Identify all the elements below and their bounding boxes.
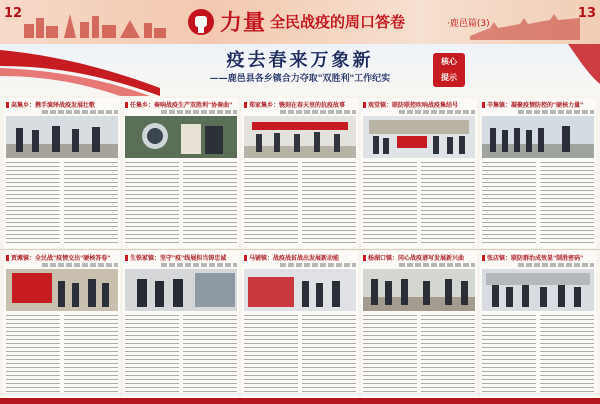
sub-title: ——鹿邑县各乡镇合力夺取"双胜利"工作纪实 [209,74,391,84]
article-photo [6,116,118,158]
article-byline [280,263,356,267]
article-guantang [361,98,477,248]
article-zhangdian [480,251,596,401]
footer-strip [0,398,600,404]
article-shengtiezhong [123,251,239,401]
article-renji [123,98,239,248]
article-byline [518,263,594,267]
page-number-left: 12 [4,6,23,21]
article-photo [125,269,237,311]
article-headline: 任集乡：奏响战疫生产双胜利"协奏曲" [125,100,237,110]
article-jiatan [4,251,120,401]
banner-series-title: 全民战疫的周口答卷 [270,13,406,31]
article-headline: 杨湖口镇：同心战疫谱写发展新兴曲 [363,253,475,263]
article-yanghukou [361,251,477,401]
article-headline: 郑家集乡：镌刻在春天里的抗疫故事 [244,100,356,110]
row-divider [0,249,600,250]
article-byline [161,263,237,267]
raised-fist-icon [186,8,216,36]
article-photo [482,116,594,158]
article-headline: 辛集镇：凝聚疫情防控的"硬核力量" [482,100,594,110]
article-headline: 张店镇：联防群治成效显"制胜密码" [482,253,594,263]
article-xinji [480,98,596,248]
article-photo [482,269,594,311]
article-byline [161,110,237,114]
article-byline [399,263,475,267]
article-mapu [242,251,358,401]
great-wall-icon [470,10,580,40]
article-byline [518,110,594,114]
article-gaoji [4,98,120,248]
article-byline [399,110,475,114]
article-headline: 贾滩镇：全民战"疫情交出"硬核答卷" [6,253,118,263]
article-headline: 马铺镇：战疫战贫战出发展新动能 [244,253,356,263]
article-byline [42,263,118,267]
main-title: 疫去春来万象新 [226,50,374,71]
article-headline: 高集乡：携手演绎战疫发展壮歌 [6,100,118,110]
article-photo [244,116,356,158]
article-byline [42,110,118,114]
banner-power-text: 力量 [220,10,267,36]
stamp-line-1: 核心 [441,57,457,66]
article-headline: 生铁冢镇：坚守"疫"线展担当铸忠诚 [125,253,237,263]
article-photo [125,116,237,158]
city-skyline-icon [20,8,170,38]
article-zhengjiaji [242,98,358,248]
stamp-line-2: 提示 [441,73,457,82]
page-number-right: 13 [577,6,596,21]
article-photo [244,269,356,311]
article-photo [363,116,475,158]
article-photo [6,269,118,311]
article-photo [363,269,475,311]
hero-section [0,44,600,96]
article-headline: 观堂镇：联防联控吹响战疫集结号 [363,100,475,110]
article-byline [280,110,356,114]
core-tip-stamp [433,53,465,87]
header-banner [0,0,600,44]
banner-episode: ·鹿邑篇(3) [447,19,490,29]
